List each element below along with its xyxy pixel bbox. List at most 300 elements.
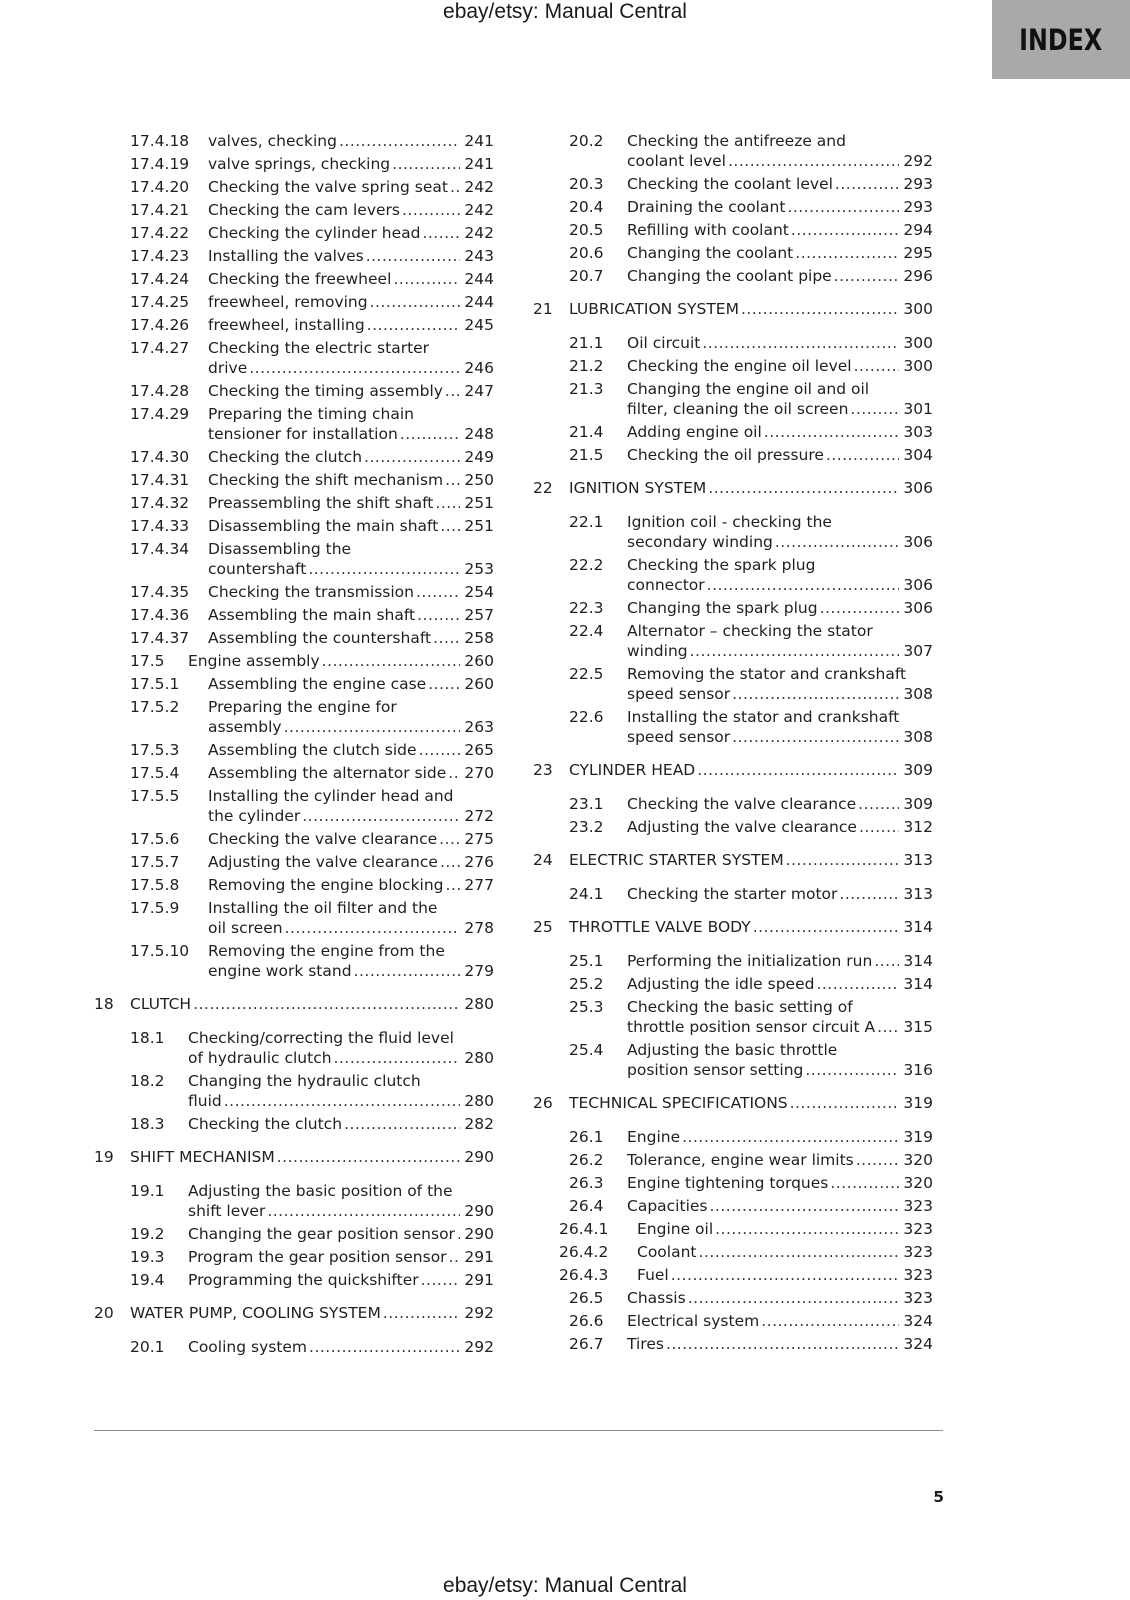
toc-page-number: 242 xyxy=(464,178,494,196)
toc-title: throttle position sensor circuit A xyxy=(627,1018,876,1036)
leader-dots xyxy=(417,605,460,625)
toc-number: 20.3 xyxy=(569,175,604,193)
toc-page-number: 300 xyxy=(903,334,933,352)
toc-number: 22.5 xyxy=(569,665,604,683)
leader-dots xyxy=(277,1147,460,1167)
toc-entry[interactable] xyxy=(533,951,943,971)
toc-page-number: 254 xyxy=(464,583,494,601)
leader-dots xyxy=(728,151,899,171)
leader-dots xyxy=(839,884,899,904)
toc-number: 26.5 xyxy=(569,1289,604,1307)
toc-entry[interactable] xyxy=(533,1311,943,1331)
toc-entry[interactable] xyxy=(94,404,504,444)
toc-title: filter, cleaning the oil screen xyxy=(627,400,849,418)
toc-page-number: 253 xyxy=(464,560,494,578)
leader-dots xyxy=(877,1017,899,1037)
toc-title: Assembling the main shaft xyxy=(208,606,416,624)
toc-page-number: 320 xyxy=(903,1151,933,1169)
toc-entry[interactable] xyxy=(533,1242,943,1262)
toc-entry[interactable] xyxy=(533,379,943,419)
toc-entry[interactable] xyxy=(533,817,943,837)
toc-number: 24 xyxy=(533,851,553,869)
toc-entry[interactable] xyxy=(533,220,943,240)
toc-entry[interactable] xyxy=(94,763,504,783)
leader-dots xyxy=(419,740,460,760)
leader-dots xyxy=(858,794,899,814)
toc-number: 17.4.23 xyxy=(130,247,190,265)
leader-dots xyxy=(688,1288,899,1308)
toc-entry[interactable] xyxy=(94,941,504,981)
toc-title: Electrical system xyxy=(627,1312,760,1330)
toc-number: 17.4.36 xyxy=(130,606,190,624)
leader-dots xyxy=(448,763,460,783)
toc-title: of hydraulic clutch xyxy=(188,1049,332,1067)
toc-entry[interactable] xyxy=(533,794,943,814)
leader-dots xyxy=(787,197,899,217)
toc-number: 21 xyxy=(533,300,553,318)
toc-page-number: 301 xyxy=(903,400,933,418)
toc-entry[interactable] xyxy=(533,1288,943,1308)
toc-number: 17.4.20 xyxy=(130,178,190,196)
toc-title: countershaft xyxy=(208,560,307,578)
toc-entry[interactable] xyxy=(533,1127,943,1147)
toc-number: 17.5.3 xyxy=(130,741,180,759)
leader-dots xyxy=(364,447,460,467)
toc-page-number: 242 xyxy=(464,201,494,219)
toc-entry[interactable] xyxy=(94,740,504,760)
leader-dots xyxy=(697,760,899,780)
toc-number: 21.1 xyxy=(569,334,604,352)
toc-number: 17.4.35 xyxy=(130,583,190,601)
toc-page-number: 275 xyxy=(464,830,494,848)
toc-entry[interactable] xyxy=(94,516,504,536)
toc-number: 25.3 xyxy=(569,998,604,1016)
toc-number: 18.2 xyxy=(130,1072,165,1090)
toc-entry[interactable] xyxy=(94,786,504,826)
leader-dots xyxy=(708,478,899,498)
leader-dots xyxy=(440,516,460,536)
toc-page-number: 324 xyxy=(903,1312,933,1330)
toc-page-number: 309 xyxy=(903,795,933,813)
toc-title: Checking the valve spring seat xyxy=(208,178,448,196)
toc-entry[interactable] xyxy=(94,1181,504,1221)
leader-dots xyxy=(859,817,899,837)
toc-chapter[interactable] xyxy=(533,850,943,870)
toc-entry[interactable] xyxy=(94,1224,504,1244)
toc-title: oil screen xyxy=(208,919,283,937)
toc-page-number: 300 xyxy=(903,300,933,318)
toc-entry[interactable] xyxy=(94,1270,504,1290)
toc-left-column xyxy=(94,131,504,1357)
leader-dots xyxy=(830,1173,899,1193)
toc-entry[interactable] xyxy=(533,1334,943,1354)
toc-chapter[interactable] xyxy=(533,1093,943,1113)
toc-number: 17.5.1 xyxy=(130,675,180,693)
toc-number: 23.1 xyxy=(569,795,604,813)
toc-title: Draining the coolant xyxy=(627,198,786,216)
toc-page-number: 324 xyxy=(903,1335,933,1353)
toc-page-number: 260 xyxy=(464,652,494,670)
toc-entry[interactable] xyxy=(533,974,943,994)
leader-dots xyxy=(445,470,460,490)
leader-dots xyxy=(741,299,899,319)
toc-page-number: 241 xyxy=(464,155,494,173)
toc-page-number: 250 xyxy=(464,471,494,489)
toc-title: Checking the clutch xyxy=(188,1115,343,1133)
toc-number: 18.3 xyxy=(130,1115,165,1133)
toc-entry[interactable] xyxy=(533,131,943,171)
leader-dots xyxy=(439,829,460,849)
toc-title: IGNITION SYSTEM xyxy=(569,479,707,497)
toc-entry[interactable] xyxy=(94,628,504,648)
toc-number: 22.6 xyxy=(569,708,604,726)
toc-entry[interactable] xyxy=(94,246,504,266)
toc-page-number: 244 xyxy=(464,270,494,288)
toc-number: 26.2 xyxy=(569,1151,604,1169)
toc-number: 25.1 xyxy=(569,952,604,970)
leader-dots xyxy=(795,243,899,263)
toc-page-number: 300 xyxy=(903,357,933,375)
toc-page-number: 323 xyxy=(903,1197,933,1215)
toc-number: 17.4.29 xyxy=(130,405,190,423)
toc-title: Assembling the clutch side xyxy=(208,741,417,759)
toc-title: freewheel, installing xyxy=(208,316,365,334)
toc-chapter[interactable] xyxy=(533,299,943,319)
leader-dots xyxy=(775,532,899,552)
toc-number: 18 xyxy=(94,995,114,1013)
toc-number: 17.5.10 xyxy=(130,942,190,960)
index-tab[interactable] xyxy=(992,0,1130,79)
toc-page-number: 323 xyxy=(903,1289,933,1307)
toc-entry[interactable] xyxy=(533,197,943,217)
toc-number: 23.2 xyxy=(569,818,604,836)
toc-entry[interactable] xyxy=(94,582,504,602)
toc-entry[interactable] xyxy=(94,1114,504,1134)
toc-entry[interactable] xyxy=(533,243,943,263)
toc-title: the cylinder xyxy=(208,807,301,825)
toc-title: TECHNICAL SPECIFICATIONS xyxy=(569,1094,788,1112)
toc-number: 17.4.37 xyxy=(130,629,190,647)
toc-title: Disassembling the xyxy=(208,540,352,558)
toc-title: Checking the transmission xyxy=(208,583,414,601)
toc-page-number: 290 xyxy=(464,1148,494,1166)
toc-number: 17.4.24 xyxy=(130,270,190,288)
leader-dots xyxy=(370,292,460,312)
toc-chapter[interactable] xyxy=(533,760,943,780)
toc-title: Refilling with coolant xyxy=(627,221,789,239)
toc-page-number: 319 xyxy=(903,1128,933,1146)
toc-page-number: 241 xyxy=(464,132,494,150)
toc-entry[interactable] xyxy=(94,829,504,849)
toc-entry[interactable] xyxy=(94,1071,504,1111)
toc-number: 19.3 xyxy=(130,1248,165,1266)
toc-title: Installing the stator and crankshaft xyxy=(627,708,900,726)
leader-dots xyxy=(249,358,460,378)
toc-entry[interactable] xyxy=(533,884,943,904)
toc-entry[interactable] xyxy=(94,852,504,872)
toc-entry[interactable] xyxy=(533,422,943,442)
leader-dots xyxy=(367,315,460,335)
toc-number: 17.4.27 xyxy=(130,339,190,357)
toc-entry[interactable] xyxy=(533,1150,943,1170)
leader-dots xyxy=(402,200,460,220)
toc-page-number: 319 xyxy=(903,1094,933,1112)
toc-number: 26.4.2 xyxy=(559,1243,609,1261)
toc-entry[interactable] xyxy=(533,266,943,286)
toc-number: 17.4.18 xyxy=(130,132,190,150)
toc-entry[interactable] xyxy=(94,539,504,579)
leader-dots xyxy=(445,381,460,401)
toc-page-number: 270 xyxy=(464,764,494,782)
leader-dots xyxy=(339,131,460,151)
toc-title: valve springs, checking xyxy=(208,155,391,173)
toc-number: 17.4.26 xyxy=(130,316,190,334)
toc-title: Changing the gear position sensor xyxy=(188,1225,455,1243)
toc-entry[interactable] xyxy=(533,1040,943,1080)
toc-page-number: 292 xyxy=(903,152,933,170)
leader-dots xyxy=(428,674,460,694)
toc-entry[interactable] xyxy=(94,875,504,895)
toc-entry[interactable] xyxy=(533,1265,943,1285)
toc-title: ELECTRIC STARTER SYSTEM xyxy=(569,851,784,869)
toc-number: 17.4.22 xyxy=(130,224,190,242)
toc-page-number: 251 xyxy=(464,494,494,512)
toc-number: 17.4.21 xyxy=(130,201,190,219)
toc-entry[interactable] xyxy=(94,154,504,174)
leader-dots xyxy=(732,727,899,747)
toc-entry[interactable] xyxy=(533,997,943,1037)
toc-title: CYLINDER HEAD xyxy=(569,761,696,779)
leader-dots xyxy=(816,974,899,994)
toc-chapter[interactable] xyxy=(94,994,504,1014)
toc-number: 22.3 xyxy=(569,599,604,617)
toc-title: Checking the oil pressure xyxy=(627,446,824,464)
toc-title: Changing the hydraulic clutch xyxy=(188,1072,421,1090)
toc-entry[interactable] xyxy=(94,1337,504,1357)
toc-title: Preparing the engine for xyxy=(208,698,397,716)
toc-page-number: 316 xyxy=(903,1061,933,1079)
toc-title: Installing the oil filter and the xyxy=(208,899,438,917)
leader-dots xyxy=(392,154,460,174)
toc-entry[interactable] xyxy=(94,447,504,467)
toc-number: 20.6 xyxy=(569,244,604,262)
toc-page-number: 315 xyxy=(903,1018,933,1036)
leader-dots xyxy=(334,1048,460,1068)
toc-page-number: 306 xyxy=(903,533,933,551)
toc-entry[interactable] xyxy=(533,356,943,376)
leader-dots xyxy=(707,575,899,595)
toc-page-number: 280 xyxy=(464,1049,494,1067)
toc-number: 17.4.32 xyxy=(130,494,190,512)
toc-entry[interactable] xyxy=(533,1219,943,1239)
leader-dots xyxy=(383,1303,460,1323)
toc-entry[interactable] xyxy=(94,651,504,671)
toc-number: 26.1 xyxy=(569,1128,604,1146)
toc-page-number: 290 xyxy=(464,1225,494,1243)
toc-entry[interactable] xyxy=(94,338,504,378)
toc-title: assembly xyxy=(208,718,282,736)
toc-number: 20.5 xyxy=(569,221,604,239)
leader-dots xyxy=(835,174,899,194)
toc-title: Installing the valves xyxy=(208,247,364,265)
toc-entry[interactable] xyxy=(533,598,943,618)
toc-entry[interactable] xyxy=(94,697,504,737)
leader-dots xyxy=(764,422,899,442)
toc-entry[interactable] xyxy=(94,177,504,197)
toc-page-number: 290 xyxy=(464,1202,494,1220)
toc-page-number: 244 xyxy=(464,293,494,311)
toc-title: Checking the clutch xyxy=(208,448,363,466)
toc-title: Adjusting the valve clearance xyxy=(208,853,438,871)
toc-page-number: 312 xyxy=(903,818,933,836)
toc-entry[interactable] xyxy=(533,1196,943,1216)
leader-dots xyxy=(457,1224,460,1244)
toc-number: 21.2 xyxy=(569,357,604,375)
toc-entry[interactable] xyxy=(533,707,943,747)
toc-title: Assembling the engine case xyxy=(208,675,427,693)
toc-number: 24.1 xyxy=(569,885,604,903)
leader-dots xyxy=(393,269,460,289)
leader-dots xyxy=(671,1265,899,1285)
toc-entry[interactable] xyxy=(94,674,504,694)
toc-title: Adjusting the basic throttle xyxy=(627,1041,838,1059)
toc-chapter[interactable] xyxy=(94,1303,504,1323)
toc-chapter[interactable] xyxy=(533,478,943,498)
toc-entry[interactable] xyxy=(533,174,943,194)
toc-page-number: 306 xyxy=(903,479,933,497)
toc-title: THROTTLE VALVE BODY xyxy=(569,918,751,936)
leader-dots xyxy=(422,223,460,243)
toc-number: 17.5.2 xyxy=(130,698,180,716)
toc-page-number: 291 xyxy=(464,1248,494,1266)
toc-entry[interactable] xyxy=(94,131,504,151)
toc-page-number: 251 xyxy=(464,517,494,535)
toc-title: speed sensor xyxy=(627,728,731,746)
toc-page-number: 323 xyxy=(903,1220,933,1238)
toc-title: Coolant xyxy=(637,1243,697,1261)
leader-dots xyxy=(715,1219,899,1239)
toc-title: Assembling the countershaft xyxy=(208,629,432,647)
toc-entry[interactable] xyxy=(533,621,943,661)
toc-number: 19 xyxy=(94,1148,114,1166)
toc-title: Preassembling the shift shaft xyxy=(208,494,434,512)
toc-title: Checking the shift mechanism xyxy=(208,471,444,489)
toc-entry[interactable] xyxy=(94,200,504,220)
toc-entry[interactable] xyxy=(94,1247,504,1267)
toc-number: 19.1 xyxy=(130,1182,165,1200)
toc-entry[interactable] xyxy=(94,1028,504,1068)
toc-chapter[interactable] xyxy=(533,917,943,937)
toc-number: 20.1 xyxy=(130,1338,165,1356)
toc-page-number: 279 xyxy=(464,962,494,980)
toc-title: winding xyxy=(627,642,688,660)
toc-title: Checking the valve clearance xyxy=(627,795,857,813)
toc-title: shift lever xyxy=(188,1202,266,1220)
toc-entry[interactable] xyxy=(94,269,504,289)
toc-number: 25.2 xyxy=(569,975,604,993)
toc-chapter[interactable] xyxy=(94,1147,504,1167)
toc-entry[interactable] xyxy=(94,315,504,335)
toc-title: Adjusting the idle speed xyxy=(627,975,815,993)
toc-title: Adjusting the valve clearance xyxy=(627,818,857,836)
toc-entry[interactable] xyxy=(533,333,943,353)
toc-page-number: 293 xyxy=(903,175,933,193)
leader-dots xyxy=(826,445,899,465)
toc-entry[interactable] xyxy=(94,898,504,938)
leader-dots xyxy=(791,220,899,240)
toc-entry[interactable] xyxy=(94,292,504,312)
toc-entry[interactable] xyxy=(94,470,504,490)
footer-rule xyxy=(94,1430,943,1431)
toc-title: Checking the electric starter xyxy=(208,339,430,357)
leader-dots xyxy=(400,424,460,444)
leader-dots xyxy=(834,266,899,286)
toc-title: Ignition coil - checking the xyxy=(627,513,832,531)
toc-entry[interactable] xyxy=(94,223,504,243)
leader-dots xyxy=(446,875,460,895)
toc-page-number: 306 xyxy=(903,599,933,617)
toc-title: Checking the basic setting of xyxy=(627,998,853,1016)
toc-entry[interactable] xyxy=(533,445,943,465)
toc-number: 18.1 xyxy=(130,1029,165,1047)
leader-dots xyxy=(856,1150,899,1170)
toc-entry[interactable] xyxy=(533,664,943,704)
toc-number: 26.6 xyxy=(569,1312,604,1330)
toc-entry[interactable] xyxy=(94,493,504,513)
leader-dots xyxy=(309,1337,460,1357)
leader-dots xyxy=(416,582,460,602)
toc-page-number: 296 xyxy=(903,267,933,285)
toc-number: 17.5.5 xyxy=(130,787,180,805)
leader-dots xyxy=(805,1060,899,1080)
toc-entry[interactable] xyxy=(533,1173,943,1193)
leader-dots xyxy=(699,1242,900,1262)
toc-title: Checking the valve clearance xyxy=(208,830,438,848)
toc-page-number: 295 xyxy=(903,244,933,262)
toc-title: Checking the cam levers xyxy=(208,201,400,219)
toc-number: 21.4 xyxy=(569,423,604,441)
toc-page-number: 246 xyxy=(464,359,494,377)
toc-number: 17.4.28 xyxy=(130,382,190,400)
leader-dots xyxy=(344,1114,460,1134)
leader-dots xyxy=(302,806,460,826)
toc-number: 20.7 xyxy=(569,267,604,285)
toc-title: Checking the freewheel xyxy=(208,270,392,288)
toc-entry[interactable] xyxy=(533,555,943,595)
toc-title: Alternator – checking the stator xyxy=(627,622,873,640)
leader-dots xyxy=(682,1127,899,1147)
toc-number: 19.2 xyxy=(130,1225,165,1243)
toc-entry[interactable] xyxy=(94,605,504,625)
page-number: 5 xyxy=(933,1488,944,1506)
toc-title: LUBRICATION SYSTEM xyxy=(569,300,739,318)
toc-number: 20.2 xyxy=(569,132,604,150)
leader-dots xyxy=(354,961,460,981)
toc-number: 19.4 xyxy=(130,1271,165,1289)
toc-entry[interactable] xyxy=(533,512,943,552)
toc-title: coolant level xyxy=(627,152,726,170)
toc-title: Disassembling the main shaft xyxy=(208,517,439,535)
toc-number: 17.4.30 xyxy=(130,448,190,466)
toc-page-number: 263 xyxy=(464,718,494,736)
leader-dots xyxy=(690,641,899,661)
toc-page-number: 280 xyxy=(464,1092,494,1110)
toc-title: Chassis xyxy=(627,1289,686,1307)
toc-entry[interactable] xyxy=(94,381,504,401)
leader-dots xyxy=(308,559,460,579)
toc-page-number: 248 xyxy=(464,425,494,443)
toc-right-column xyxy=(533,131,943,1354)
